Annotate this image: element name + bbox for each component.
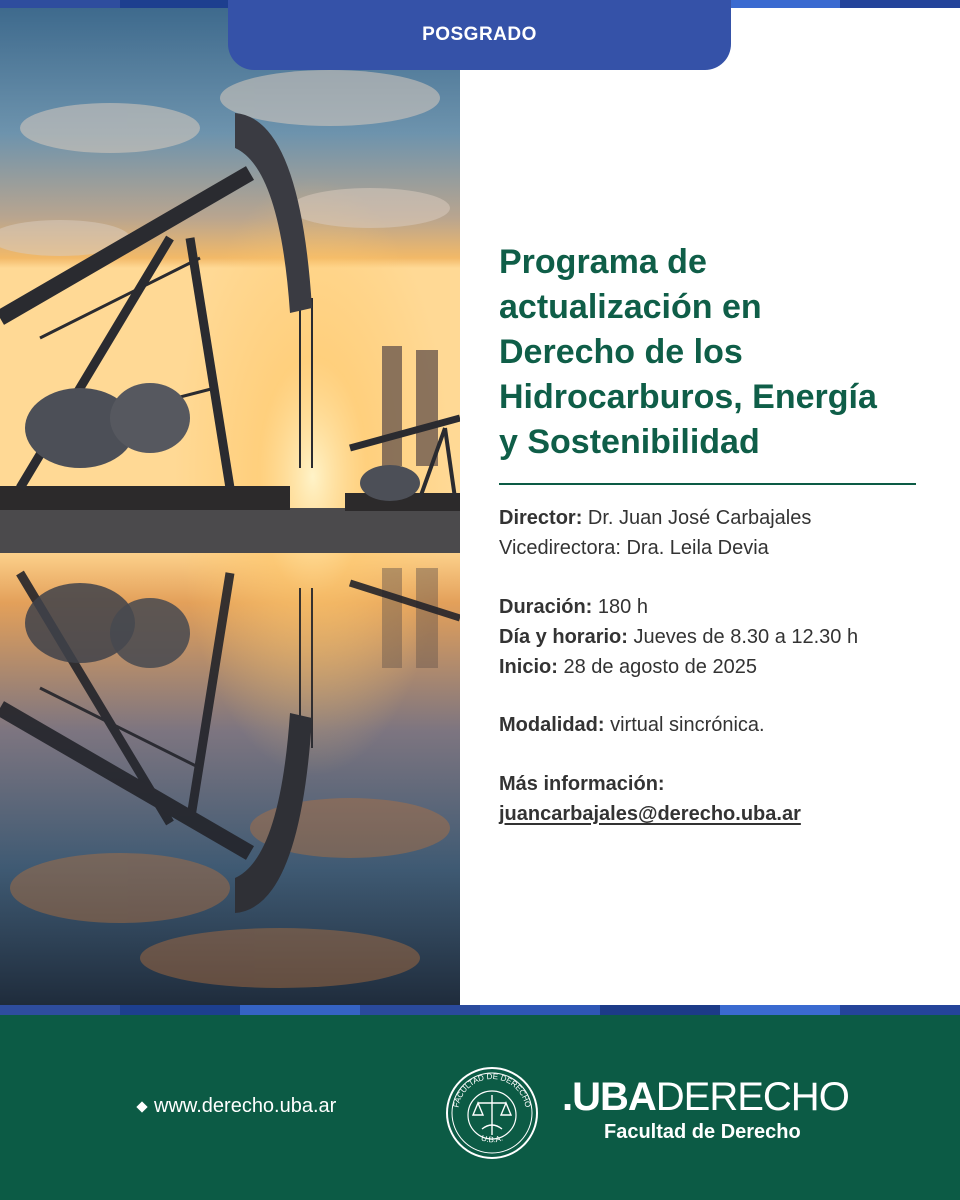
diamond-bullet-icon [136, 1101, 147, 1112]
start-value: 28 de agosto de 2025 [563, 656, 757, 678]
modality-line [499, 710, 939, 740]
program-title-line: actualización en [499, 288, 762, 326]
director-value: Dr. Juan José Carbajales [587, 507, 812, 529]
start-line [499, 652, 939, 682]
duration-value: 180 h [597, 596, 648, 618]
posgrado-label: POSGRADO [422, 24, 537, 45]
vice-director-line: Vicedirectora: Dra. Leila Devia [499, 537, 769, 559]
stripe-segment [720, 0, 840, 8]
stripe-segment [120, 0, 240, 8]
oil-pumpjack-photo [0, 8, 460, 1005]
program-title-line: Derecho de los [499, 333, 743, 371]
posgrado-tab [228, 0, 731, 70]
people-block [499, 503, 939, 563]
stripe-segment [600, 1005, 720, 1015]
website-label: www.derecho.uba.ar [154, 1095, 337, 1117]
program-title-line: y Sostenibilidad [499, 423, 760, 461]
stripe-segment [120, 1005, 240, 1015]
program-title-line: Hidrocarburos, Energía [499, 378, 877, 416]
contact-block [499, 769, 939, 829]
schedule-label: Día y horario: [499, 626, 628, 648]
stripe-segment [360, 1005, 480, 1015]
uba-derecho-brand [562, 1075, 849, 1144]
brand-subtitle: Facultad de Derecho [604, 1121, 801, 1143]
stripe-segment [720, 1005, 840, 1015]
bottom-color-stripe [0, 1005, 960, 1015]
contact-label-line [499, 769, 939, 799]
faculty-seal-logo [444, 1065, 540, 1161]
stripe-segment [480, 1005, 600, 1015]
stripe-segment [840, 0, 960, 8]
stripe-segment [840, 1005, 960, 1015]
director-label: Director: [499, 507, 583, 529]
program-title [499, 240, 919, 465]
program-title-block [499, 240, 919, 465]
svg-text:FACULTAD DE DERECHO: FACULTAD DE DERECHO [451, 1071, 533, 1109]
brand-derecho: DERECHO [655, 1075, 849, 1119]
modality-block [499, 710, 939, 740]
details-block [499, 592, 939, 682]
svg-text:U.B.A.: U.B.A. [480, 1133, 505, 1145]
stripe-segment [0, 1005, 120, 1015]
stripe-segment [240, 1005, 360, 1015]
brand-uba: .UBA [562, 1075, 656, 1119]
contact-label: Más información: [499, 773, 665, 795]
duration-line [499, 592, 939, 622]
director-line [499, 503, 939, 533]
website-link[interactable] [138, 1095, 336, 1118]
start-label: Inicio: [499, 656, 558, 678]
schedule-line [499, 622, 939, 652]
footer [0, 1015, 960, 1200]
schedule-value: Jueves de 8.30 a 12.30 h [633, 626, 859, 648]
title-divider [499, 483, 916, 485]
modality-label: Modalidad: [499, 714, 605, 736]
stripe-segment [0, 0, 120, 8]
contact-email-link[interactable]: juancarbajales@derecho.uba.ar [499, 803, 801, 825]
duration-label: Duración: [499, 596, 593, 618]
modality-value: virtual sincrónica. [610, 714, 765, 736]
program-title-line: Programa de [499, 243, 707, 281]
